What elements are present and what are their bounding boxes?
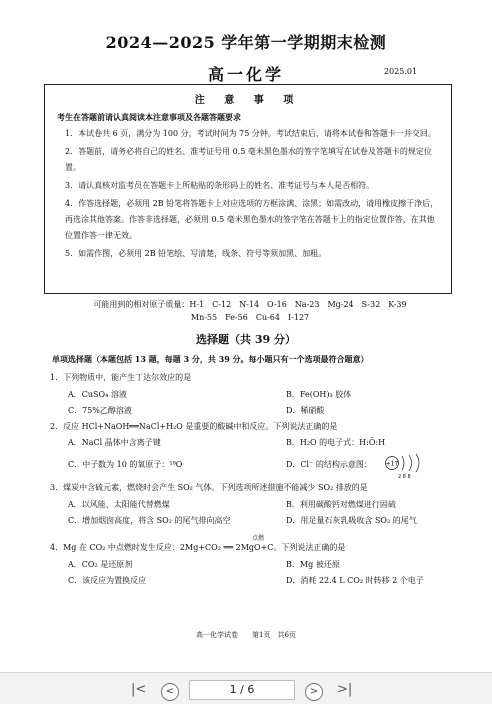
notice-item: 1．本试卷共 6 页，满分为 100 分，考试时间为 75 分钟。考试结束后，请将本试卷和答题卡一并交回。 — [65, 129, 436, 138]
question-1-option-b: B．Fe(OH)₃ 胶体 — [286, 390, 352, 399]
notice-item: 2．答题前，请务必将自己的姓名、准考证号用 0.5 毫米黑色墨水的签字笔填写在试卷及答题卡的规定位置。 — [65, 147, 432, 172]
subject-title: 高一化学 — [207, 65, 284, 84]
atomic-masses — [50, 298, 450, 324]
question-1-option-d: D．稀硝酸 — [286, 406, 325, 415]
question-3-option-d: D．用足量石灰乳吸收含 SO₂ 的尾气 — [286, 516, 417, 525]
last-page-button[interactable]: >| — [337, 682, 353, 697]
section-title: 选择题（共 39 分） — [196, 333, 296, 346]
viewer-toolbar — [0, 672, 492, 704]
question-1-option-a: A．CuSO₄ 溶液 — [68, 390, 127, 399]
question-1-option-c: C．75%乙醇溶液 — [68, 406, 132, 415]
question-4-stem: 4．Mg 在 CO₂ 中点燃时发生反应：2Mg+CO₂ ══ 2MgO+C。下列说法正确的是 — [50, 543, 346, 552]
question-2-option-b: B．H₂O 的电子式：H:Ö:H — [286, 438, 386, 447]
atomic-masses-line1: 可能用到的相对原子质量：H-1 C-12 N-14 O-16 Na-23 Mg-24 S-32 K-39 — [93, 300, 407, 309]
notice-item: 5．如需作图，必须用 2B 铅笔绘、写清楚，线条、符号等须加黑、加粗。 — [65, 249, 327, 258]
previous-page-button[interactable]: < — [161, 683, 179, 701]
question-3-option-a: A．以风能、太阳能代替燃煤 — [68, 500, 170, 509]
exam-date: 2025.01 — [384, 67, 418, 76]
question-4-option-a: A．CO₂ 是还原剂 — [68, 560, 133, 569]
question-2-option-a: A．NaCl 晶体中含离子键 — [68, 438, 161, 447]
question-3-option-c: C．增加烟囱高度，将含 SO₂ 的尾气排向高空 — [68, 516, 231, 525]
notice-box — [44, 84, 452, 294]
chloride-nucleus-charge: +17 — [385, 460, 399, 468]
notice-item: 3．请认真核对监考员在答题卡上所粘贴的条形码上的姓名、准考证号与本人是否相符。 — [65, 181, 375, 190]
question-2-option-d: D．Cl⁻ 的结构示意图： — [286, 460, 372, 469]
page-footer: 高一化学试卷 第1页 共6页 — [196, 631, 296, 639]
section-instruction: 单项选择题（本题包括 13 题，每题 3 分，共 39 分。每小题只有一个选项最符合题意） — [52, 354, 369, 364]
question-3-option-b: B．利用碳酸钙对燃煤进行固硫 — [286, 500, 396, 509]
exam-title: 2024—2025 学年第一学期期末检测 — [105, 33, 387, 52]
reaction-condition: 点燃 — [252, 535, 265, 542]
question-1-stem: 1．下列物质中，能产生丁达尔效应的是 — [50, 373, 192, 382]
question-2-option-c: C．中子数为 10 的氧原子：¹⁸O — [68, 460, 183, 469]
notice-list — [45, 126, 451, 262]
next-page-button[interactable]: > — [305, 683, 323, 701]
question-2-stem: 2．反应 HCl+NaOH══NaCl+H₂O 是重要的酸碱中和反应。下列说法正确的是 — [50, 422, 338, 431]
notice-heading: 注 意 事 项 — [194, 95, 302, 106]
notice-subheading: 考生在答题前请认真阅读本注意事项及各题答题要求 — [57, 112, 241, 122]
question-4-option-d: D．消耗 22.4 L CO₂ 时转移 2 个电子 — [286, 576, 424, 585]
question-4-option-c: C．该反应为置换反应 — [68, 576, 147, 585]
page-indicator[interactable]: 1 / 6 — [189, 680, 295, 700]
first-page-button[interactable]: |< — [131, 682, 147, 697]
chloride-ion-diagram — [384, 452, 428, 474]
atomic-masses-line2: Mn-55 Fe-56 Cu-64 I-127 — [190, 313, 310, 322]
question-3-stem: 3．煤炭中含硫元素，燃烧时会产生 SO₂ 气体。下列选项所述措施不能减少 SO₂ 排放的是 — [50, 483, 368, 492]
chloride-shells-label: 2 8 8 — [398, 474, 411, 480]
question-4-option-b: B．Mg 被还原 — [286, 560, 340, 569]
notice-item: 4．作答选择题，必须用 2B 铅笔将答题卡上对应选项的方框涂满、涂黑；如需改动，请用橡皮擦干净后，再选涂其他答案。作答非选择题，必须用 0.5 毫米黑色墨水的签字笔在答题卡上的指定位置作答，在其他位置作答一律无效。 — [65, 199, 439, 240]
